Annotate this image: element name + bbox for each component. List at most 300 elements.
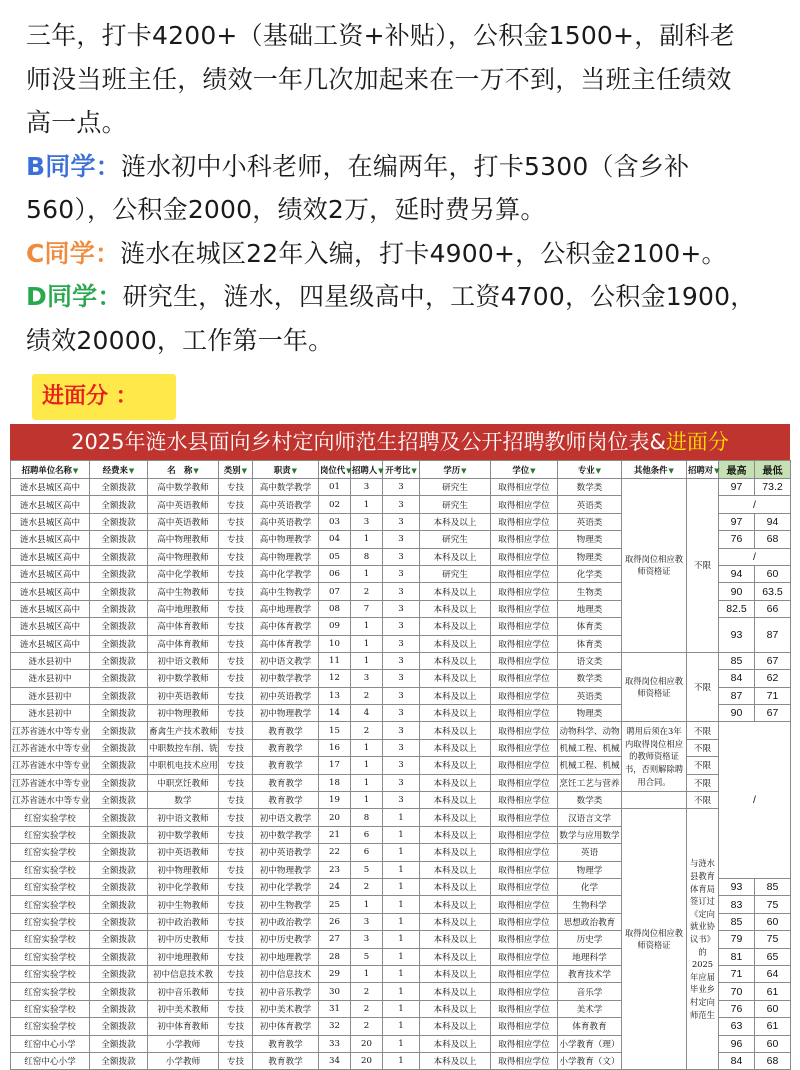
table-cell: 1 — [383, 1000, 420, 1017]
table-cell: 本科及以上 — [420, 705, 491, 722]
table-cell: 专技 — [219, 513, 253, 530]
table-cell: 专技 — [219, 861, 253, 878]
section-highlight-text: 进面分 ： — [42, 384, 138, 409]
table-cell: 取得相应学位 — [491, 600, 558, 617]
table-cell: 73.2 — [755, 479, 791, 496]
column-header[interactable]: 专业▼ — [558, 461, 622, 479]
table-cell: 64 — [755, 965, 791, 982]
table-cell: 取得相应学位 — [491, 844, 558, 861]
table-cell: 28 — [319, 948, 351, 965]
table-cell: 全额拨款 — [90, 548, 148, 565]
table-cell: 专技 — [219, 600, 253, 617]
table-cell: 本科及以上 — [420, 600, 491, 617]
table-cell: 1 — [351, 739, 383, 756]
table-cell: 初中物理教师 — [148, 861, 219, 878]
table-cell: 全额拨款 — [90, 583, 148, 600]
table-cell: 红窑实验学校 — [11, 861, 90, 878]
table-cell: 专技 — [219, 687, 253, 704]
table-cell: 23 — [319, 861, 351, 878]
table-cell: 江苏省涟水中等专业 — [11, 739, 90, 756]
table-cell: 90 — [719, 705, 755, 722]
table-cell: 全额拨款 — [90, 896, 148, 913]
table-cell: 英语类 — [558, 687, 622, 704]
table-cell: 本科及以上 — [420, 583, 491, 600]
table-cell: 1 — [351, 652, 383, 669]
table-cell: 生物科学 — [558, 896, 622, 913]
table-cell: 60 — [755, 1035, 791, 1052]
table-cell: 7 — [351, 600, 383, 617]
table-cell: 教育教学 — [253, 1052, 319, 1069]
table-cell: 高中生物教学 — [253, 583, 319, 600]
column-header: 最低 — [755, 461, 791, 479]
table-cell: 8 — [351, 809, 383, 826]
table-cell: 全额拨款 — [90, 965, 148, 982]
table-cell: 初中数学教学 — [253, 826, 319, 843]
table-cell: 3 — [383, 513, 420, 530]
filter-dropdown-icon[interactable]: ▼ — [241, 465, 248, 475]
table-cell: 专技 — [219, 826, 253, 843]
table-cell: 1 — [383, 878, 420, 895]
table-cell: 红窑中心小学 — [11, 1035, 90, 1052]
table-cell: 6 — [351, 844, 383, 861]
table-row — [11, 809, 791, 826]
filter-dropdown-icon[interactable]: ▼ — [595, 465, 602, 475]
table-cell: 3 — [383, 496, 420, 513]
table-cell: 高中物理教师 — [148, 548, 219, 565]
table-cell: 红窑实验学校 — [11, 844, 90, 861]
table-cell: 1 — [383, 844, 420, 861]
table-cell: 2 — [351, 1018, 383, 1035]
table-cell: 全额拨款 — [90, 757, 148, 774]
table-cell: 数学类 — [558, 479, 622, 496]
table-cell: 全额拨款 — [90, 600, 148, 617]
table-cell: 研究生 — [420, 565, 491, 582]
table-cell: 本科及以上 — [420, 844, 491, 861]
table-cell: 取得相应学位 — [491, 861, 558, 878]
table-cell: 85 — [719, 652, 755, 669]
table-cell: 专技 — [219, 774, 253, 791]
table-cell: 涟水县城区高中 — [11, 635, 90, 652]
table-cell: 全额拨款 — [90, 705, 148, 722]
filter-dropdown-icon[interactable]: ▼ — [291, 465, 298, 475]
filter-dropdown-icon[interactable]: ▼ — [193, 465, 199, 475]
intro-line: 三年，打卡4200+（基础工资+补贴），公积金1500+，副科老 — [26, 21, 735, 50]
table-cell: 3 — [383, 635, 420, 652]
table-cell: 3 — [383, 479, 420, 496]
table-cell: 专技 — [219, 1000, 253, 1017]
table-cell: 专技 — [219, 948, 253, 965]
table-cell: 本科及以上 — [420, 513, 491, 530]
table-cell: 历史学 — [558, 931, 622, 948]
table-cell: 1 — [383, 913, 420, 930]
intro-line: 高一点。 — [26, 108, 127, 137]
table-cell: 本科及以上 — [420, 931, 491, 948]
table-cell: 取得相应学位 — [491, 983, 558, 1000]
table-cell: 不限 — [687, 774, 719, 791]
table-cell: 全额拨款 — [90, 652, 148, 669]
table-cell: 87 — [755, 618, 791, 653]
table-cell: 小学教育（理） — [558, 1035, 622, 1052]
column-header[interactable]: 招聘人▼ — [351, 461, 383, 479]
filter-dropdown-icon[interactable]: ▼ — [72, 465, 79, 475]
table-cell: 1 — [383, 896, 420, 913]
table-cell: 1 — [383, 1052, 420, 1069]
filter-dropdown-icon[interactable]: ▼ — [411, 465, 417, 475]
table-cell: 1 — [383, 965, 420, 982]
column-header[interactable]: 名 称▼ — [148, 461, 219, 479]
table-cell: 江苏省涟水中等专业 — [11, 774, 90, 791]
table-cell: 3 — [383, 722, 420, 739]
table-cell: 全额拨款 — [90, 687, 148, 704]
filter-dropdown-icon[interactable]: ▼ — [714, 465, 720, 475]
table-cell: 英语类 — [558, 496, 622, 513]
table-cell: 全额拨款 — [90, 809, 148, 826]
table-cell: 04 — [319, 531, 351, 548]
table-cell: 专技 — [219, 496, 253, 513]
table-cell: 62 — [755, 670, 791, 687]
table-cell: 全额拨款 — [90, 496, 148, 513]
table-cell: 初中历史教师 — [148, 931, 219, 948]
table-cell: 97 — [719, 513, 755, 530]
table-cell: 全额拨款 — [90, 826, 148, 843]
table-cell: 涟水县初中 — [11, 687, 90, 704]
table-cell: 2 — [351, 1000, 383, 1017]
table-cell: 5 — [351, 861, 383, 878]
table-cell: 29 — [319, 965, 351, 982]
table-cell: 67 — [755, 652, 791, 669]
table-cell: 小学教师 — [148, 1035, 219, 1052]
column-header[interactable]: 开考比▼ — [383, 461, 420, 479]
table-cell: 取得相应学位 — [491, 826, 558, 843]
table-cell: 专技 — [219, 757, 253, 774]
table-cell: 专技 — [219, 913, 253, 930]
table-cell: 初中政治教师 — [148, 913, 219, 930]
table-cell: 1 — [351, 774, 383, 791]
table-cell: 本科及以上 — [420, 1018, 491, 1035]
table-cell: 3 — [383, 757, 420, 774]
table-cell: 06 — [319, 565, 351, 582]
table-cell: 1 — [383, 948, 420, 965]
table-cell: 高中地理教师 — [148, 600, 219, 617]
sheet-title-tail: 进面分 — [665, 430, 729, 454]
table-cell: 全额拨款 — [90, 635, 148, 652]
table-cell: 初中美术教师 — [148, 1000, 219, 1017]
table-cell: 3 — [351, 670, 383, 687]
table-cell: 1 — [351, 757, 383, 774]
table-cell: 14 — [319, 705, 351, 722]
table-cell: 60 — [755, 1000, 791, 1017]
table-cell: 02 — [319, 496, 351, 513]
table-cell: 31 — [319, 1000, 351, 1017]
column-header[interactable]: 其他条件▼ — [622, 461, 687, 479]
table-cell: 1 — [351, 496, 383, 513]
table-cell: 全额拨款 — [90, 1000, 148, 1017]
column-header[interactable]: 招聘对▼ — [687, 461, 719, 479]
table-cell: 81 — [719, 948, 755, 965]
table-cell: 初中数学教师 — [148, 670, 219, 687]
table-cell: 专技 — [219, 635, 253, 652]
table-cell: 本科及以上 — [420, 983, 491, 1000]
table-cell: 初中物理教学 — [253, 705, 319, 722]
table-cell: 全额拨款 — [90, 1052, 148, 1069]
table-cell: 烹饪工艺与营养 — [558, 774, 622, 791]
table-cell: 4 — [351, 705, 383, 722]
table-cell: 5 — [351, 948, 383, 965]
table-cell: 取得相应学位 — [491, 1035, 558, 1052]
table-cell: 高中数学教学 — [253, 479, 319, 496]
table-cell: 取得相应学位 — [491, 792, 558, 809]
table-cell: 专技 — [219, 565, 253, 582]
table-row — [11, 652, 791, 669]
table-cell: 初中政治教学 — [253, 913, 319, 930]
table-cell: 63.5 — [755, 583, 791, 600]
student-d-line — [26, 275, 786, 319]
column-header: 最高 — [719, 461, 755, 479]
table-cell: 涟水县初中 — [11, 705, 90, 722]
table-cell: 初中语文教师 — [148, 809, 219, 826]
table-cell: 10 — [319, 635, 351, 652]
filter-dropdown-icon[interactable]: ▼ — [668, 465, 674, 475]
table-cell: 专技 — [219, 1018, 253, 1035]
table-cell: 取得相应学位 — [491, 479, 558, 496]
student-d-line-2: 绩效20000，工作第一年。 — [26, 325, 334, 355]
table-cell: 07 — [319, 583, 351, 600]
student-b-text: 涟水初中小科老师，在编两年，打卡5300（含乡补 — [120, 151, 690, 181]
table-cell: 化学 — [558, 878, 622, 895]
table-cell: 专技 — [219, 618, 253, 635]
table-cell: 江苏省涟水中等专业 — [11, 792, 90, 809]
table-cell: 全额拨款 — [90, 878, 148, 895]
table-cell: 1 — [351, 635, 383, 652]
table-cell: 1 — [383, 861, 420, 878]
table-cell: 取得相应学位 — [491, 878, 558, 895]
table-cell: 取得相应学位 — [491, 1018, 558, 1035]
table-cell: 全额拨款 — [90, 861, 148, 878]
table-cell: 34 — [319, 1052, 351, 1069]
filter-dropdown-icon[interactable]: ▼ — [530, 465, 536, 475]
table-cell: 68 — [755, 1052, 791, 1069]
table-cell: 3 — [383, 670, 420, 687]
intro-text — [26, 14, 786, 362]
table-cell: 66 — [755, 600, 791, 617]
table-cell: 1 — [351, 965, 383, 982]
table-cell: 3 — [351, 913, 383, 930]
table-cell: 不限 — [687, 757, 719, 774]
table-cell: 机械工程、机械 — [558, 757, 622, 774]
table-cell: 中职数控车削、铣 — [148, 739, 219, 756]
table-cell: 83 — [719, 896, 755, 913]
table-cell: 18 — [319, 774, 351, 791]
table-cell: 不限 — [687, 739, 719, 756]
table-cell: 高中物理教学 — [253, 531, 319, 548]
filter-dropdown-icon[interactable]: ▼ — [346, 465, 352, 475]
table-cell: 取得相应学位 — [491, 513, 558, 530]
table-cell: 本科及以上 — [420, 757, 491, 774]
table-cell: 初中美术教学 — [253, 1000, 319, 1017]
table-cell: 取得相应学位 — [491, 670, 558, 687]
table-cell: 76 — [719, 531, 755, 548]
table-cell: 专技 — [219, 1052, 253, 1069]
table-cell: 初中化学教学 — [253, 878, 319, 895]
table-cell: 取得岗位相应教师资格证 — [622, 479, 687, 653]
table-cell: 85 — [719, 913, 755, 930]
table-cell: 红窑实验学校 — [11, 931, 90, 948]
table-cell: 1 — [351, 618, 383, 635]
table-cell: 3 — [383, 618, 420, 635]
table-cell: 3 — [383, 792, 420, 809]
table-cell: 2 — [351, 983, 383, 1000]
table-cell: 3 — [383, 583, 420, 600]
column-header[interactable]: 学位▼ — [491, 461, 558, 479]
table-cell: 65 — [755, 948, 791, 965]
table-cell: 高中英语教师 — [148, 513, 219, 530]
table-cell: 70 — [719, 983, 755, 1000]
table-cell: 取得相应学位 — [491, 1052, 558, 1069]
table-cell: 1 — [383, 809, 420, 826]
table-cell: 取得相应学位 — [491, 757, 558, 774]
table-cell: 初中音乐教学 — [253, 983, 319, 1000]
table-cell: 高中体育教学 — [253, 635, 319, 652]
table-cell: 1 — [383, 826, 420, 843]
table-cell: 初中英语教师 — [148, 687, 219, 704]
table-cell: 初中数学教师 — [148, 826, 219, 843]
table-cell: 专技 — [219, 583, 253, 600]
table-cell: 60 — [755, 913, 791, 930]
column-header[interactable]: 招聘单位名称▼ — [11, 461, 90, 479]
table-cell: 本科及以上 — [420, 809, 491, 826]
table-cell: 取得相应学位 — [491, 583, 558, 600]
table-cell: 3 — [383, 687, 420, 704]
table-cell: / — [719, 496, 791, 513]
table-cell: 涟水县初中 — [11, 652, 90, 669]
table-cell: 本科及以上 — [420, 1000, 491, 1017]
table-cell: 涟水县初中 — [11, 670, 90, 687]
table-cell: 取得相应学位 — [491, 809, 558, 826]
table-cell: 数学与应用数学 — [558, 826, 622, 843]
column-header[interactable]: 经费来▼ — [90, 461, 148, 479]
table-cell: 初中历史教学 — [253, 931, 319, 948]
table-cell: 专技 — [219, 792, 253, 809]
table-cell: 17 — [319, 757, 351, 774]
table-cell: 高中物理教师 — [148, 531, 219, 548]
table-cell: 英语 — [558, 844, 622, 861]
table-cell: 数学类 — [558, 670, 622, 687]
table-cell: 高中化学教学 — [253, 565, 319, 582]
table-cell: 初中信息技术 — [253, 965, 319, 982]
column-header[interactable]: 学历▼ — [420, 461, 491, 479]
table-cell: 高中化学教师 — [148, 565, 219, 582]
table-cell: 专技 — [219, 479, 253, 496]
table-cell: 79 — [719, 931, 755, 948]
table-cell: 2 — [351, 583, 383, 600]
table-cell: 本科及以上 — [420, 965, 491, 982]
student-c-text: 涟水在城区22年入编，打卡4900+，公积金2100+。 — [120, 238, 727, 268]
table-cell: 84 — [719, 670, 755, 687]
table-cell: 61 — [755, 1018, 791, 1035]
table-cell: 中职机电技术应用 — [148, 757, 219, 774]
table-cell: 94 — [719, 565, 755, 582]
table-cell: 3 — [383, 739, 420, 756]
table-cell: 本科及以上 — [420, 896, 491, 913]
filter-dropdown-icon[interactable]: ▼ — [378, 465, 384, 475]
table-cell: 取得相应学位 — [491, 687, 558, 704]
student-b-label: B同学： — [26, 151, 121, 181]
table-cell: 红窑实验学校 — [11, 896, 90, 913]
table-cell: 专技 — [219, 705, 253, 722]
table-cell: 物理类 — [558, 548, 622, 565]
column-header[interactable]: 类别▼ — [219, 461, 253, 479]
table-cell: 本科及以上 — [420, 548, 491, 565]
filter-dropdown-icon[interactable]: ▼ — [128, 465, 135, 475]
table-cell: 与涟水县教育体育局签订过《定向就业协议书》的2025年应届毕业乡村定向师范生 — [687, 809, 719, 1070]
table-cell: 本科及以上 — [420, 861, 491, 878]
table-cell: 取得相应学位 — [491, 548, 558, 565]
table-cell: 3 — [383, 774, 420, 791]
table-cell: 高中英语教师 — [148, 496, 219, 513]
table-cell: 22 — [319, 844, 351, 861]
table-cell: 红窑实验学校 — [11, 965, 90, 982]
column-header[interactable]: 职责▼ — [253, 461, 319, 479]
table-cell: 3 — [351, 513, 383, 530]
table-cell: 聘用后须在3年内取得岗位相应的教师资格证书，否则解除聘用合同。 — [622, 722, 687, 792]
table-cell: 94 — [755, 513, 791, 530]
table-cell: 涟水县城区高中 — [11, 496, 90, 513]
table-cell: 初中英语教学 — [253, 687, 319, 704]
table-cell: 本科及以上 — [420, 948, 491, 965]
table-cell: 30 — [319, 983, 351, 1000]
table-cell: 本科及以上 — [420, 687, 491, 704]
student-b-line — [26, 145, 786, 189]
table-cell: 初中体育教学 — [253, 1018, 319, 1035]
table-cell: 教育教学 — [253, 739, 319, 756]
table-cell: 71 — [719, 965, 755, 982]
table-cell: 涟水县城区高中 — [11, 583, 90, 600]
table-cell: 71 — [755, 687, 791, 704]
table-cell: 全额拨款 — [90, 565, 148, 582]
table-row — [11, 792, 791, 809]
table-cell: 本科及以上 — [420, 826, 491, 843]
table-cell: 15 — [319, 722, 351, 739]
table-cell: 初中生物教学 — [253, 896, 319, 913]
table-cell: 化学类 — [558, 565, 622, 582]
table-cell: 物理类 — [558, 705, 622, 722]
table-cell: 高中体育教师 — [148, 618, 219, 635]
table-cell: 90 — [719, 583, 755, 600]
table-cell: 研究生 — [420, 531, 491, 548]
table-cell: 全额拨款 — [90, 531, 148, 548]
filter-dropdown-icon[interactable]: ▼ — [461, 465, 467, 475]
table-cell: 取得相应学位 — [491, 965, 558, 982]
table-cell: 专技 — [219, 670, 253, 687]
table-cell: 初中语文教学 — [253, 809, 319, 826]
table-cell: 3 — [383, 565, 420, 582]
table-cell: 生物类 — [558, 583, 622, 600]
table-cell: 高中英语教学 — [253, 513, 319, 530]
table-cell: 红窑实验学校 — [11, 983, 90, 1000]
column-header[interactable]: 岗位代▼ — [319, 461, 351, 479]
table-cell: 全额拨款 — [90, 913, 148, 930]
table-cell: 25 — [319, 896, 351, 913]
table-cell: 本科及以上 — [420, 722, 491, 739]
table-cell: 全额拨款 — [90, 774, 148, 791]
table-cell: 专技 — [219, 652, 253, 669]
table-cell: 思想政治教育 — [558, 913, 622, 930]
table-cell: 专技 — [219, 722, 253, 739]
table-cell: 60 — [755, 565, 791, 582]
table-cell: 高中地理教学 — [253, 600, 319, 617]
student-b-line-2: 560），公积金2000，绩效2万，延时费另算。 — [26, 195, 546, 224]
table-cell: 涟水县城区高中 — [11, 479, 90, 496]
